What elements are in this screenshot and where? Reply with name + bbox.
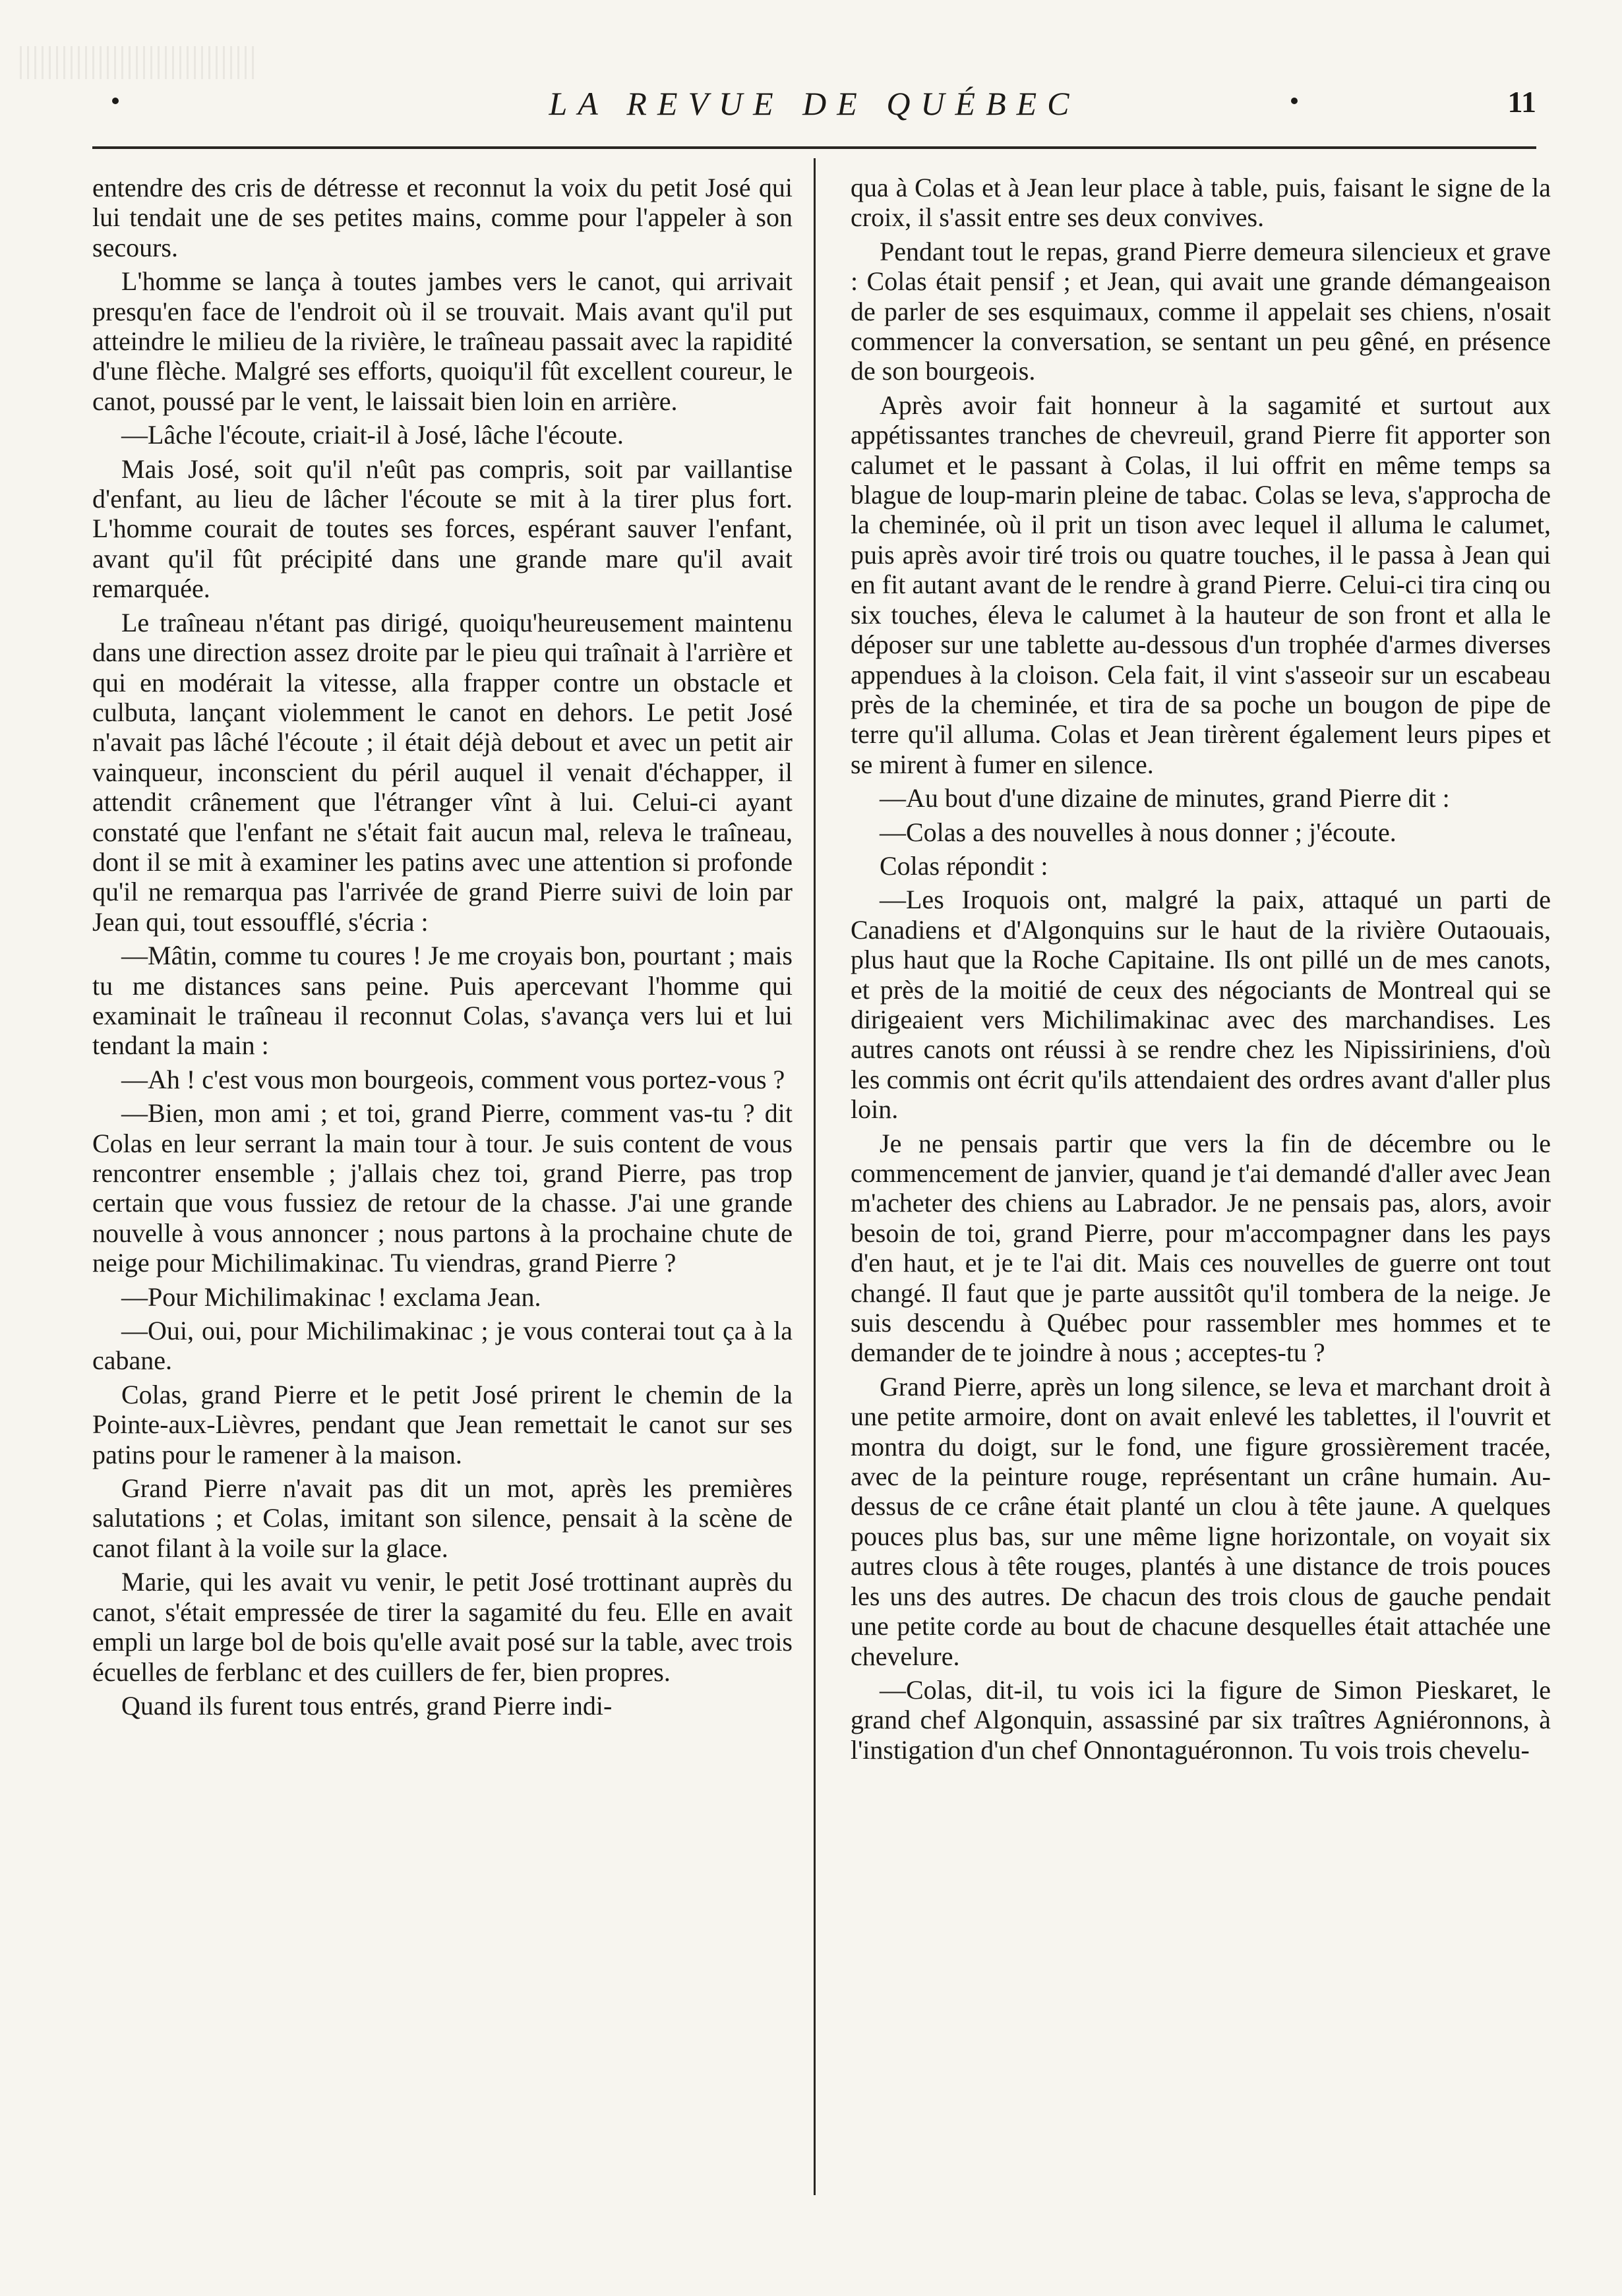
paragraph: —Colas a des nouvelles à nous donner ; j'écoute. (880, 817, 1397, 847)
paragraph: L'homme se lança à toutes jambes vers le canot, qui arrivait presqu'en face de l'endroit où il se trouvait. Mais avant qu'il put atteindre le milieu de la rivière, le traîneau passait avec la rapidité d'une flèche. Malgré ses efforts, quoiqu'il fût excellent coureur, le canot, poussé par le vent, le laissait bien loin en arrière. (92, 266, 793, 416)
paragraph: —Colas, dit-il, tu vois ici la figure de Simon Pieskaret, le grand chef Algonquin, assassiné par six traîtres Agniéronnons, à l'instigation d'un chef Onnontaguéronnon. Tu vois trois chevelu- (851, 1674, 1551, 1765)
column-divider (814, 158, 816, 2195)
paragraph: entendre des cris de détresse et reconnut la voix du petit José qui lui tendait une de ses petites mains, comme pour l'appeler à son secours. (92, 173, 793, 262)
paragraph: Quand ils furent tous entrés, grand Pierre indi- (121, 1690, 613, 1721)
paragraph: —Bien, mon ami ; et toi, grand Pierre, comment vas-tu ? dit Colas en leur serrant la main tour à tour. Je suis content de vous rencontrer ensemble ; j'allais chez toi, grand Pierre, pas trop certain que vous fussiez de retour de la chasse. J'ai une grande nouvelle à vous annoncer ; nous partons à la prochaine chute de neige pour Michilimakinac. Tu viendras, grand Pierre ? (92, 1098, 793, 1278)
paragraph: Marie, qui les avait vu venir, le petit José trottinant auprès du canot, s'était empressée de tirer la sagamité du feu. Elle en avait empli un large bol de bois qu'elle avait posé sur la table, avec trois écuelles de ferblanc et des cuillers de fer, bien propres. (92, 1567, 793, 1687)
page-number: 11 (1507, 85, 1536, 119)
paragraph: Le traîneau n'étant pas dirigé, quoiqu'heureusement maintenu dans une direction assez droite par le pieu qui traînait à l'arrière et qui en modérait la vitesse, alla frapper contre un obstacle et culbuta, lançant violemment le canot en dehors. Le petit José n'avait pas lâché l'écoute ; il était déjà debout et avec un petit air vainqueur, inconscient du péril auquel il venait d'échapper, il attendit crânement que l'étranger vînt à lui. Celui-ci ayant constaté que l'enfant ne s'était fait aucun mal, releva le traîneau, dont il se mit à examiner les patins avec une attention si profonde qu'il ne remarqua pas l'arrivée de grand Pierre suivi de loin par Jean qui, tout essoufflé, s'écria : (92, 607, 793, 937)
paragraph: —Mâtin, comme tu coures ! Je me croyais bon, pourtant ; mais tu me distances sans peine. Puis apercevant l'homme qui examinait le traîneau il reconnut Colas, s'avança vers lui et lui tendant la main : (92, 941, 793, 1061)
paragraph: —Au bout d'une dizaine de minutes, grand Pierre dit : (880, 783, 1450, 813)
paragraph: Je ne pensais partir que vers la fin de décembre ou le commencement de janvier, quand je t'ai demandé d'aller avec Jean m'acheter des chiens au Labrador. Je ne pensais pas, alors, avoir besoin de toi, grand Pierre, pour m'accompagner dans les pays d'en haut, et je te l'ai dit. Mais ces nouvelles de guerre ont tout changé. Il faut que je parte aussitôt qu'il tombera de la neige. Je suis descendu à Québec pour rassembler mes hommes et te demander de te joindre à nous ; acceptes-tu ? (851, 1128, 1551, 1368)
paragraph: Colas, grand Pierre et le petit José prirent le chemin de la Pointe-aux-Lièvres, pendant que Jean remettait le canot sur ses patins pour le ramener à la maison. (92, 1379, 793, 1469)
paragraph: —Pour Michilimakinac ! exclama Jean. (121, 1281, 541, 1312)
right-column (851, 173, 1551, 1769)
paragraph: Mais José, soit qu'il n'eût pas compris, soit par vaillantise d'enfant, au lieu de lâcher l'écoute se mit à la tirer plus fort. L'homme courait de toutes ses forces, espérant sauver l'enfant, avant qu'il fût précipité dans une grande mare qu'il avait remarquée. (92, 454, 793, 604)
header-ornament-dot (1291, 98, 1298, 104)
running-title: LA REVUE DE QUÉBEC (549, 85, 1080, 122)
paragraph: —Ah ! c'est vous mon bourgeois, comment vous portez-vous ? (121, 1064, 785, 1094)
paragraph: —Oui, oui, pour Michilimakinac ; je vous conterai tout ça à la cabane. (92, 1316, 793, 1376)
left-column (92, 173, 793, 1724)
paragraph: —Lâche l'écoute, criait-il à José, lâche l'écoute. (121, 420, 624, 450)
paragraph: qua à Colas et à Jean leur place à table, puis, faisant le signe de la croix, il s'assit entre ses deux convives. (851, 173, 1551, 233)
paragraph: Pendant tout le repas, grand Pierre demeura silencieux et grave : Colas était pensif ; et Jean, qui avait une grande démangeaison de parler de ses esquimaux, comme il appelait ses chiens, n'osait commencer la conversation, se sentant un peu gêné, en présence de son bourgeois. (851, 236, 1551, 386)
header-rule (92, 146, 1536, 149)
paragraph: Grand Pierre, après un long silence, se leva et marchant droit à une petite armoire, dont on avait enlevé les tablettes, il l'ouvrit et montra du doigt, sur le fond, une figure grossièrement tracée, avec de la peinture rouge, représentant un crâne humain. Au-dessus de ce crâne était planté un clou à tête jaune. A quelques pouces plus bas, sur une même ligne horizontale, on voyait six autres clous à tête rouges, plantés à une distance de trois pouces les uns des autres. De chacun des trois clous de gauche pendait une petite corde au bout de chacune desquelles était attachée une chevelure. (851, 1371, 1551, 1671)
paragraph: Grand Pierre n'avait pas dit un mot, après les premières salutations ; et Colas, imitant son silence, pensait à la scène de canot filant à la voile sur la glace. (92, 1473, 793, 1563)
paragraph: —Les Iroquois ont, malgré la paix, attaqué un parti de Canadiens et d'Algonquins sur le haut de la rivière Outaouais, plus haut que la Roche Capitaine. Ils ont pillé un de mes canots, et près de la moitié de ceux des négociants de Montreal qui se dirigeaient vers Michilimakinac avec des marchandises. Les autres canots ont réussi à se rendre chez les Nipissiriniens, d'où les commis ont écrit qu'ils attendaient des ordres avant d'aller plus loin. (851, 885, 1551, 1125)
page-header (92, 79, 1536, 132)
paragraph: Après avoir fait honneur à la sagamité et surtout aux appétissantes tranches de chevreuil, grand Pierre fit apporter son calumet et le passant à Colas, il lui offrit en même temps sa blague de loup-marin pleine de tabac. Colas se leva, s'approcha de la cheminée, où il prit un tison avec lequel il alluma le calumet, puis après avoir tiré trois ou quatre touches, il le passa à Jean qui en fit autant avant de le rendre à grand Pierre. Celui-ci tira cinq ou six touches, éleva le calumet à la hauteur de son front et alla le déposer sur une tablette au-dessous d'un trophée d'armes diverses appendues à la cloison. Cela fait, il vint s'asseoir sur un escabeau près de la cheminée, et tira de sa poche un bougon de pipe de terre qu'il alluma. Colas et Jean tirèrent également leurs pipes et se mirent à fumer en silence. (851, 390, 1551, 779)
scan-speckle (20, 46, 257, 79)
paragraph: Colas répondit : (880, 850, 1048, 881)
